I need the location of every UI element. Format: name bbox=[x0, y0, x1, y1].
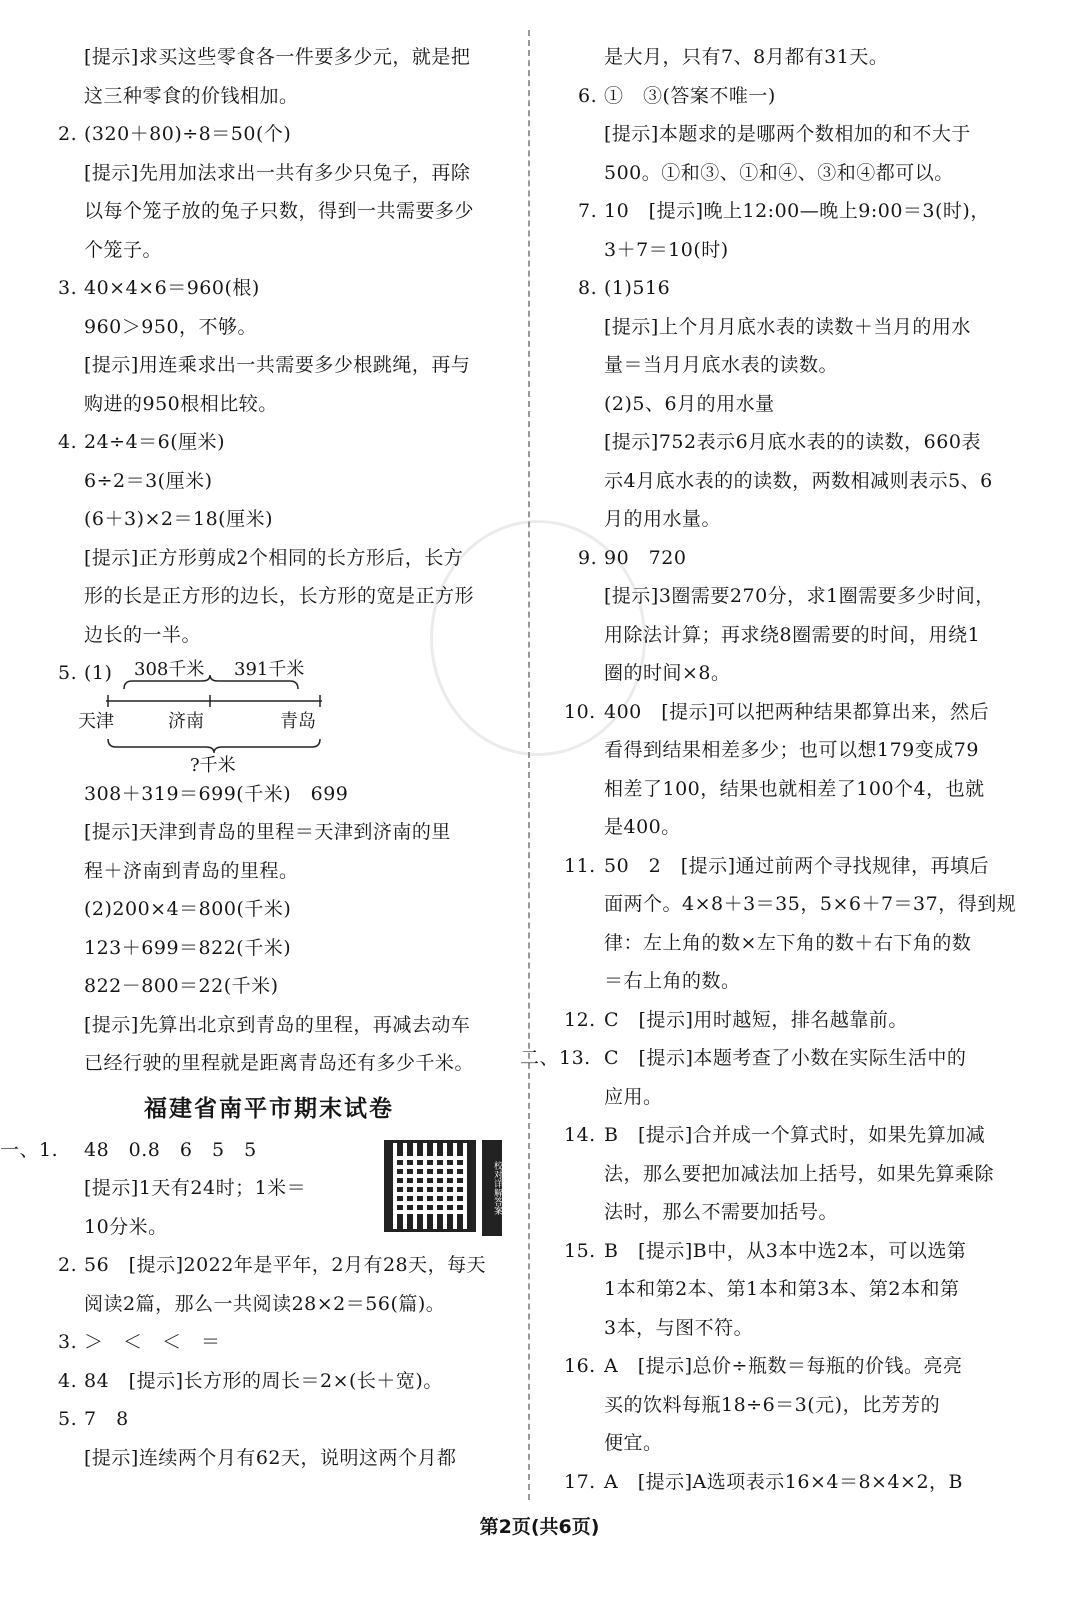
answer-line bbox=[564, 847, 1048, 886]
hint-line: [提示]天津到青岛的里程＝天津到济南的里 bbox=[84, 821, 451, 843]
answer-line: 123＋699＝822(千米) bbox=[84, 936, 292, 959]
answer-line bbox=[564, 1463, 1048, 1502]
question-number: 3. bbox=[58, 1331, 78, 1353]
answer-line bbox=[58, 1362, 520, 1401]
distance-diagram bbox=[78, 655, 520, 776]
answer-text: 10 [提示]晚上12:00—晚上9:00＝3(时)， bbox=[604, 200, 990, 222]
hint-line: 10分米。 bbox=[84, 1215, 168, 1238]
text-line: [提示]求买这些零食各一件要多少元，就是把 bbox=[84, 46, 471, 68]
hint-line: [提示]3圈需要270分，求1圈需要多少时间， bbox=[604, 585, 995, 607]
answer-line bbox=[578, 192, 1048, 231]
answer-text: B [提示]B中，从3本中选2本，可以选第 bbox=[604, 1239, 967, 1262]
answer-text: 90 720 bbox=[604, 546, 687, 569]
answer-line bbox=[564, 693, 1048, 732]
answer-line: (2)200×4＝800(千米) bbox=[84, 898, 292, 920]
answer-line bbox=[564, 1116, 1048, 1155]
answer-text: 40×4×6＝960(根) bbox=[84, 277, 260, 299]
hint-line: [提示]用连乘求出一共需要多少根跳绳，再与 bbox=[84, 354, 471, 376]
hint-line: ＝右上角的数。 bbox=[604, 970, 741, 992]
hint-line: 面两个。4×8＋3＝35，5×6＋7＝37，得到规 bbox=[604, 893, 1017, 915]
city-label-jinan: 济南 bbox=[168, 710, 204, 732]
hint-line: 3＋7＝10(时) bbox=[604, 238, 729, 261]
hint-line: 以每个笼子放的兔子只数，得到一共需要多少 bbox=[84, 200, 475, 222]
answer-line bbox=[58, 115, 520, 154]
hint-line: 法时，那么不需要加括号。 bbox=[604, 1201, 839, 1223]
answer-line bbox=[520, 1039, 1048, 1078]
hint-line: 示4月底水表的的读数，两数相减则表示5、6 bbox=[604, 469, 993, 492]
question-number: 16. bbox=[564, 1355, 596, 1377]
hint-line: 律：左上角的数×左下角的数＋右下角的数 bbox=[604, 931, 972, 954]
answer-text: C [提示]用时越短，排名越靠前。 bbox=[604, 1008, 908, 1031]
hint-line: 便宜。 bbox=[604, 1432, 663, 1454]
hint-line: 是大月，只有7、8月都有31天。 bbox=[604, 46, 889, 68]
segment-label-1: 308千米 bbox=[134, 658, 205, 680]
answer-text: 84 [提示]长方形的周长＝2×(长＋宽)。 bbox=[84, 1369, 443, 1392]
answer-text: C [提示]本题考查了小数在实际生活中的 bbox=[604, 1047, 967, 1069]
segment-label-2: 391千米 bbox=[234, 658, 305, 680]
answer-text: 56 [提示]2022年是平年，2月有28天，每天 bbox=[84, 1254, 487, 1276]
answer-text: A [提示]总价÷瓶数＝每瓶的价钱。亮亮 bbox=[604, 1355, 963, 1377]
left-column bbox=[0, 38, 520, 1477]
answer-line: 822－800＝22(千米) bbox=[84, 975, 279, 997]
hint-line: [提示]连续两个月有62天，说明这两个月都 bbox=[84, 1446, 457, 1469]
answer-line bbox=[58, 1400, 520, 1439]
question-number: 6. bbox=[578, 84, 598, 107]
question-number: 5. bbox=[58, 662, 78, 684]
answer-text: 50 2 [提示]通过前两个寻找规律，再填后 bbox=[604, 854, 990, 877]
answer-line: (6＋3)×2＝18(厘米) bbox=[84, 508, 274, 530]
city-label-qingdao: 青岛 bbox=[280, 710, 316, 732]
question-number: 7. bbox=[578, 200, 598, 222]
hint-line: [提示]上个月月底水表的读数＋当月的用水 bbox=[604, 315, 971, 338]
hint-line: 边长的一半。 bbox=[84, 623, 202, 646]
answer-line bbox=[58, 1246, 520, 1285]
answer-line bbox=[578, 77, 1048, 116]
page-footer: 第2页(共6页) bbox=[479, 1516, 600, 1538]
hint-line: 用除法计算；再求绕8圈需要的时间，用绕1 bbox=[604, 623, 981, 646]
answer-line bbox=[578, 539, 1048, 578]
question-number: 12. bbox=[564, 1008, 596, 1031]
hint-line: [提示]本题求的是哪两个数相加的和不大于 bbox=[604, 123, 971, 145]
total-distance-label: ?千米 bbox=[190, 754, 236, 776]
question-number: 3. bbox=[58, 277, 78, 299]
answer-text: 400 [提示]可以把两种结果都算出来，然后 bbox=[604, 700, 990, 723]
answer-text: ＞ ＜ ＜ ＝ bbox=[84, 1331, 221, 1353]
hint-line: 买的饮料每瓶18÷6＝3(元)，比芳芳的 bbox=[604, 1393, 941, 1416]
answer-text: B [提示]合并成一个算式时，如果先算加减 bbox=[604, 1124, 986, 1146]
section-title: 福建省南平市期末试卷 bbox=[144, 1095, 394, 1122]
question-number: 5. bbox=[58, 1408, 78, 1430]
answer-text: A [提示]A选项表示16×4＝8×4×2，B bbox=[604, 1470, 964, 1493]
hint-line: [提示]752表示6月底水表的的读数，660表 bbox=[604, 431, 981, 453]
hint-line: 相差了100，结果也就相差了100个4，也就 bbox=[604, 777, 985, 800]
answer-line: 308＋319＝699(千米) 699 bbox=[84, 782, 349, 805]
city-label-tianjin: 天津 bbox=[78, 710, 114, 732]
qr-code-block[interactable] bbox=[384, 1140, 504, 1240]
question-number: 4. bbox=[58, 431, 78, 453]
text-line: 这三种零食的价钱相加。 bbox=[84, 84, 299, 107]
hint-line: 圈的时间×8。 bbox=[604, 662, 731, 684]
hint-line: [提示]1天有24时；1米＝ bbox=[84, 1177, 307, 1199]
qr-label: 校对详解答案 bbox=[482, 1140, 502, 1236]
question-number: 4. bbox=[58, 1369, 78, 1392]
hint-line: 阅读2篇，那么一共阅读28×2＝56(篇)。 bbox=[84, 1292, 446, 1315]
hint-line: 法，那么要把加减法加上括号，如果先算乘除 bbox=[604, 1162, 995, 1185]
question-number: 一、1. bbox=[0, 1138, 59, 1161]
hint-line: 购进的950根相比较。 bbox=[84, 392, 278, 415]
hint-line: [提示]先算出北京到青岛的里程，再减去动车 bbox=[84, 1013, 471, 1036]
question-number: 15. bbox=[564, 1239, 596, 1262]
hint-line: 量＝当月月底水表的读数。 bbox=[604, 354, 839, 376]
answer-line: 6÷2＝3(厘米) bbox=[84, 469, 213, 492]
question-number: 2. bbox=[58, 1254, 78, 1276]
hint-line: [提示]先用加法求出一共有多少只兔子，再除 bbox=[84, 161, 471, 184]
question-number: 2. bbox=[58, 123, 78, 145]
hint-line: 应用。 bbox=[604, 1085, 663, 1108]
hint-line: 500。①和③、①和④、③和④都可以。 bbox=[604, 161, 954, 184]
question-number: 14. bbox=[564, 1124, 596, 1146]
hint-line: 形的长是正方形的边长，长方形的宽是正方形 bbox=[84, 585, 475, 607]
hint-line: 看得到结果相差多少；也可以想179变成79 bbox=[604, 739, 979, 761]
answer-text: (1)516 bbox=[604, 277, 671, 299]
hint-line: 是400。 bbox=[604, 816, 681, 838]
question-number: 17. bbox=[564, 1470, 596, 1493]
answer-line bbox=[564, 1232, 1048, 1271]
answer-line bbox=[58, 269, 520, 308]
question-number: 11. bbox=[564, 854, 596, 877]
question-number: 二、13. bbox=[520, 1047, 591, 1069]
answer-line bbox=[578, 269, 1048, 308]
hint-line: 程＋济南到青岛的里程。 bbox=[84, 859, 299, 882]
hint-line: 个笼子。 bbox=[84, 238, 163, 261]
answer-text: (320＋80)÷8＝50(个) bbox=[84, 123, 292, 145]
question-number: 9. bbox=[578, 546, 598, 569]
answer-text: 24÷4＝6(厘米) bbox=[84, 431, 226, 453]
answer-text: 48 0.8 6 5 5 bbox=[84, 1138, 257, 1161]
part-label: (1) bbox=[84, 662, 113, 684]
answer-line bbox=[564, 1001, 1048, 1040]
hint-line: 月的用水量。 bbox=[604, 508, 722, 530]
answer-text: ① ③(答案不唯一) bbox=[604, 84, 776, 107]
answer-line bbox=[564, 1347, 1048, 1386]
answer-line bbox=[58, 423, 520, 462]
column-divider bbox=[528, 30, 530, 1500]
hint-line: [提示]正方形剪成2个相同的长方形后，长方 bbox=[84, 546, 464, 569]
hint-line: 1本和第2本、第1本和第3本、第2本和第 bbox=[604, 1278, 960, 1300]
question-number: 10. bbox=[564, 700, 596, 723]
answer-line: (2)5、6月的用水量 bbox=[604, 392, 775, 415]
answer-line: 960＞950，不够。 bbox=[84, 315, 258, 338]
hint-line: 3本，与图不符。 bbox=[604, 1316, 754, 1339]
answer-text: 7 8 bbox=[84, 1408, 129, 1430]
right-column bbox=[520, 38, 1048, 1501]
qr-code-icon[interactable] bbox=[384, 1140, 476, 1232]
answer-line bbox=[58, 1323, 520, 1362]
question-number: 8. bbox=[578, 277, 598, 299]
hint-line: 已经行驶的里程就是距离青岛还有多少千米。 bbox=[84, 1052, 475, 1074]
